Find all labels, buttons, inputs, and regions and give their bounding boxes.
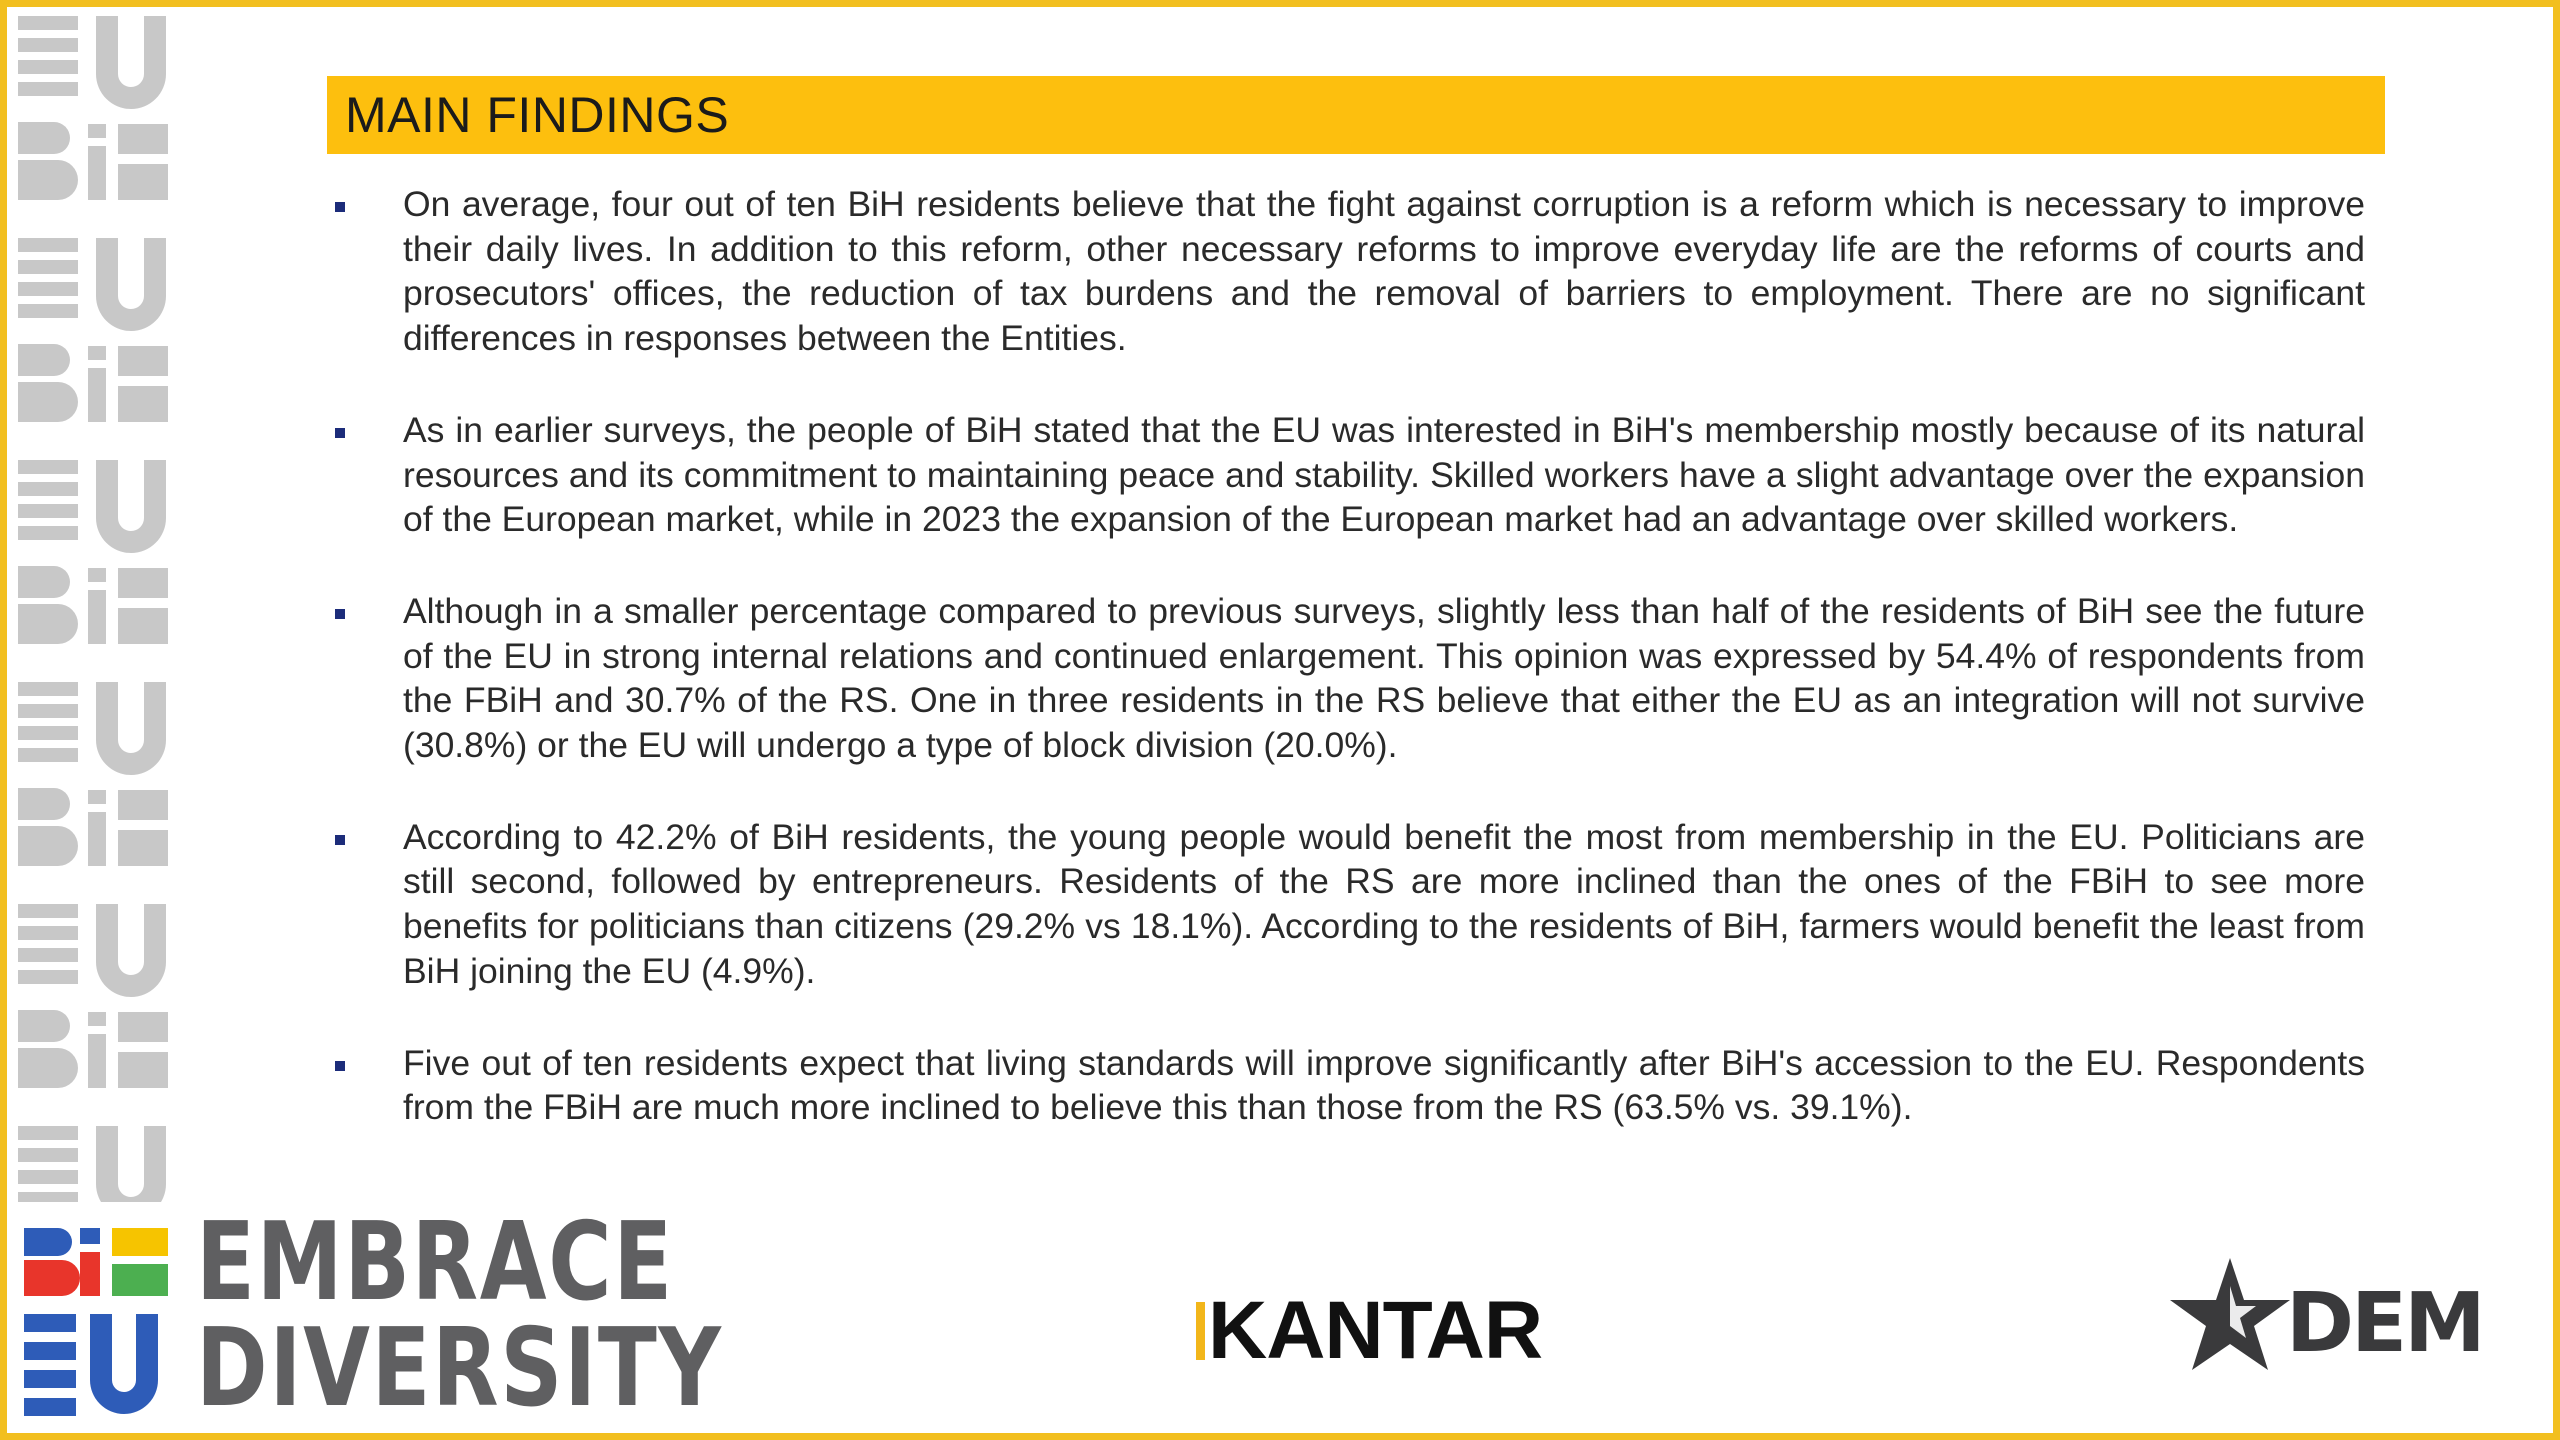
- page-title: MAIN FINDINGS: [345, 87, 730, 143]
- dem-logo: [2168, 1256, 2483, 1386]
- finding-text: As in earlier surveys, the people of BiH stated that the EU was interested in BiH's membership mostly because of its natural resources and its commitment to maintaining peace and stability. Skilled workers have a slight advantage over the expansion of the European market, while in 2023 the expansion of the European market had an advantage over skilled workers.: [403, 409, 2365, 540]
- bullet-icon: [335, 835, 345, 845]
- embrace-line: EMBRACE: [196, 1200, 674, 1325]
- star-icon: [2168, 1256, 2298, 1386]
- findings-list: [325, 182, 2365, 1177]
- dem-wordmark: DEM: [2286, 1276, 2483, 1371]
- kantar-accent-bar: [1196, 1302, 1205, 1360]
- diversity-line: DIVERSITY: [196, 1306, 723, 1431]
- bullet-icon: [335, 202, 345, 212]
- bih-eu-color-mark-icon: [20, 1218, 180, 1428]
- bullet-icon: [335, 609, 345, 619]
- list-item: [325, 589, 2365, 768]
- embrace-diversity-logo: [20, 1200, 723, 1431]
- list-item: [325, 408, 2365, 542]
- finding-text: According to 42.2% of BiH residents, the young people would benefit the most from membership in the EU. Politicians are still second, followed by entrepreneurs. Residents of the RS are more inclined than the ones of the FBiH to see more benefits for politicians than citizens (29.2% vs 18.1%). According to the residents of BiH, farmers would benefit the least from BiH joining the EU (4.9%).: [403, 816, 2365, 991]
- list-item: [325, 815, 2365, 994]
- list-item: [325, 182, 2365, 361]
- finding-text: Although in a smaller percentage compared to previous surveys, slightly less than half of the residents of BiH see the future of the EU in strong internal relations and continued enlargement. This opinion was expressed by 54.4% of respondents from the FBiH and 30.7% of the RS. One in three residents in the RS believe that either the EU as an integration will not survive (30.8%) or the EU will undergo a type of block division (20.0%).: [403, 590, 2365, 766]
- finding-text: Five out of ten residents expect that living standards will improve significantly after BiH's accession to the EU. Respondents from the FBiH are much more inclined to believe this than those from the RS (63.5% vs. 39.1%).: [403, 1042, 2365, 1128]
- embrace-diversity-wordmark: [196, 1200, 723, 1431]
- kantar-wordmark: KANTAR: [1208, 1285, 1543, 1376]
- finding-text: On average, four out of ten BiH residents believe that the fight against corruption is a reform which is necessary to improve their daily lives. In addition to this reform, other necessary reforms to improve everyday life are the reforms of courts and prosecutors' offices, the reduction of tax burdens and the removal of barriers to employment. There are no significant differences in responses between the Entities.: [403, 184, 2365, 359]
- eu-bih-pattern-icon: [18, 12, 178, 1202]
- bullet-icon: [335, 1061, 345, 1071]
- list-item: [325, 1041, 2365, 1130]
- bullet-icon: [335, 428, 345, 438]
- section-header: [327, 76, 2385, 154]
- kantar-logo: [1196, 1285, 1543, 1376]
